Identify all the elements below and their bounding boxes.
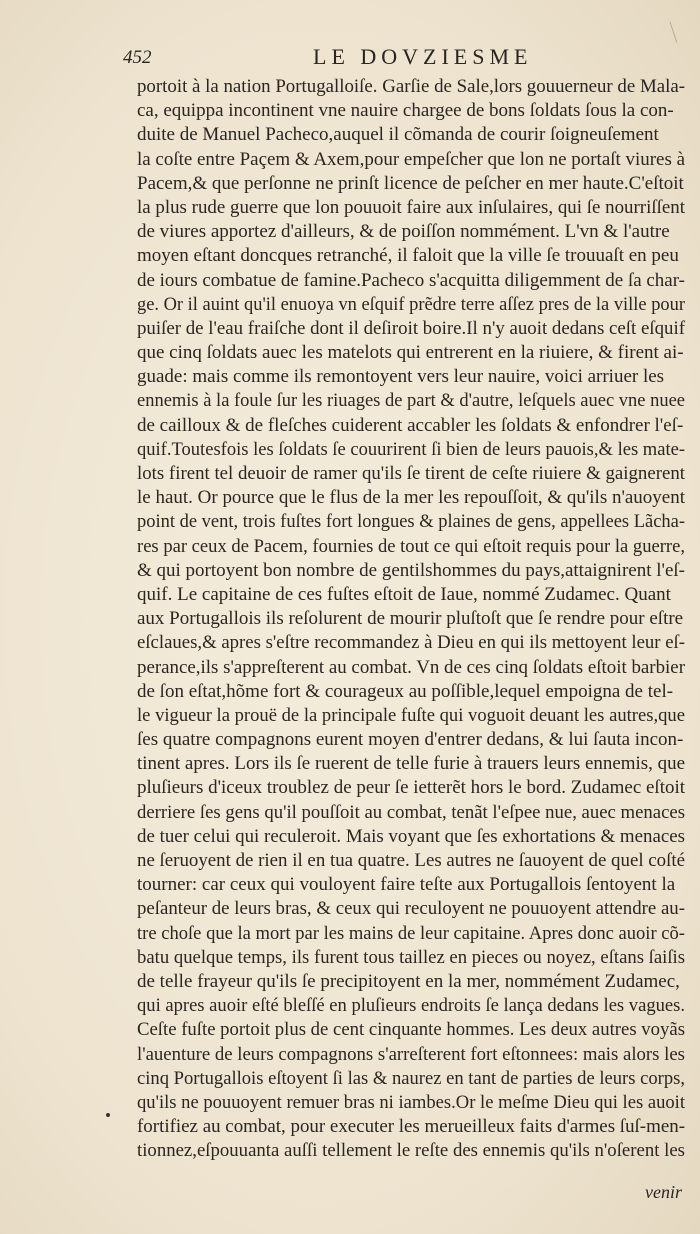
page-corner-mark [664, 21, 677, 44]
text-line: la coſte entre Paçem & Axem,pour empeſcher que lon ne portaſt viures à [137, 148, 685, 170]
margin-dot [106, 1113, 110, 1117]
text-line: le vigueur la prouë de la principale fuſte qui voguoit deuant les autres,que [137, 704, 685, 726]
text-line: ca, equippa incontinent vne nauire chargee de bons ſoldats ſous la con- [137, 100, 674, 122]
text-line: point de vent, trois fuſtes fort longues & plaines de gens, appellees Lãcha- [137, 511, 685, 533]
text-line: moyen eſtant doncques retranché, il faloit que la ville ſe trouuaſt en peu [137, 245, 679, 267]
text-line: de telle frayeur qu'ils ſe precipitoyent en la mer, nommément Zudamec, [137, 970, 680, 992]
page-number: 452 [123, 47, 152, 68]
text-line: la plus rude guerre que lon pouuoit faire aux inſulaires, qui ſe nourriſſent [137, 196, 685, 218]
text-line: Ceſte fuſte portoit plus de cent cinquante hommes. Les deux autres voyãs [137, 1019, 685, 1041]
text-line: quif.Toutesfois les ſoldats ſe couurirent ſi bien de leurs pauois,& les mate- [137, 438, 685, 460]
text-line: de ſon eſtat,hõme fort & courageux au poſſible,lequel empoigna de tel- [137, 680, 674, 702]
text-line: aux Portugallois ils reſolurent de mourir pluſtoſt que ſe rendre pour eſtre [137, 608, 684, 630]
text-line: guade: mais comme ils remontoyent vers leur nauire, voici arriuer les [137, 366, 665, 388]
running-title: LE DOVZIESME [313, 44, 533, 69]
text-line: duite de Manuel Pacheco,auquel il cõmanda de courir ſoigneuſement [137, 124, 659, 146]
body-text [137, 75, 685, 1163]
text-line: eſclaues,& apres s'eſtre recommandez à Dieu en qui ils mettoyent leur eſ- [137, 632, 685, 654]
text-line: puiſer de l'eau fraiſche dont il deſiroit boire.Il n'y auoit dedans ceſt eſquif [137, 317, 685, 339]
text-line: l'auenture de leurs compagnons s'arreſterent fort eſtonnees: mais alors les [137, 1043, 685, 1065]
text-line: de viures apportez d'ailleurs, & de poiſſon nommément. L'vn & l'autre [137, 221, 670, 243]
text-line: & qui portoyent bon nombre de gentilshommes du pays,attaignirent l'eſ- [137, 559, 685, 581]
text-line: quif. Le capitaine de ces fuſtes eſtoit de Iaue, nommé Zudamec. Quant [137, 583, 671, 605]
text-line: peſanteur de leurs bras, & ceux qui reculoyent ne pouuoyent attendre au- [137, 898, 685, 920]
text-line: res par ceux de Pacem, fournies de tout ce qui eſtoit requis pour la guerre, [137, 535, 685, 557]
text-line: ſes quatre compagnons eurent moyen d'entrer dedans, & lui ſauta incon- [137, 729, 684, 751]
text-line: tinent apres. Lors ils ſe ruerent de telle furie à trauers leurs ennemis, que [137, 753, 685, 775]
text-line: qui apres auoir eſté bleſſé en pluſieurs endroits ſe lança dedans les vagues. [137, 995, 685, 1017]
text-line: ge. Or il auint qu'il enuoya vn eſquif prẽdre terre aſſez pres de la ville pour [137, 293, 685, 315]
text-line: derriere ſes gens qu'il pouſſoit au combat, tenãt l'eſpee nue, auec menaces [137, 801, 685, 823]
text-line: lots firent tel deuoir de ramer qu'ils ſe tirent de ceſte riuiere & gaignerent [137, 463, 685, 484]
text-line: Pacem,& que perſonne ne prinſt licence de peſcher en mer haute.C'eſtoit [137, 172, 684, 194]
text-line: batu quelque temps, ils furent tous taillez en pieces ou noyez, eſtans ſaiſis [137, 946, 685, 968]
text-line: qu'ils ne pouuoyent remuer bras ni iambes.Or le meſme Dieu qui les auoit [137, 1091, 685, 1113]
text-line: le haut. Or pource que le flus de la mer les repouſſoit, & qu'ils n'auoyent [137, 487, 685, 509]
text-line: de cailloux & de fleſches cuiderent accabler les ſoldats & enfondrer l'eſ- [137, 414, 684, 436]
catchword: venir [645, 1182, 682, 1202]
text-line: ne ſeruoyent de rien il en tua quatre. Les autres ne ſauoyent de quel coſté [137, 850, 685, 871]
text-line: perance,ils s'appreſterent au combat. Vn de ces cinq ſoldats eſtoit barbier [137, 656, 685, 678]
text-line: que cinq ſoldats auec les matelots qui entrerent en la riuiere, & firent ai- [137, 342, 684, 364]
text-line: cinq Portugallois eſtoyent ſi las & naurez en tant de parties de leurs corps, [137, 1067, 685, 1089]
text-line: de iours combatue de famine.Pacheco s'acquitta diligemment de ſa char- [137, 269, 685, 291]
text-line: portoit à la nation Portugalloiſe. Garſie de Sale,lors gouuerneur de Mala- [137, 76, 685, 97]
text-line: fortifiez au combat, pour executer les merueilleux faits d'armes ſuſ-men- [137, 1116, 685, 1138]
text-line: tre choſe que la mort par les mains de leur capitaine. Apres donc auoir cõ- [137, 922, 685, 944]
text-line: de tuer celui qui reculeroit. Mais voyant que ſes exhortations & menaces [137, 825, 685, 847]
text-line: tionnez,eſpouuanta auſſi tellement le reſte des ennemis qu'ils n'oſerent les [137, 1140, 685, 1162]
text-line: ennemis à la foule ſur les riuages de part & d'autre, leſquels auec vne nuee [137, 390, 685, 412]
text-line: pluſieurs d'iceux troublez de peur ſe ietterẽt hors le bord. Zudamec eſtoit [137, 777, 685, 799]
text-line: tourner: car ceux qui vouloyent faire teſte aux Portugallois ſentoyent la [137, 874, 676, 896]
